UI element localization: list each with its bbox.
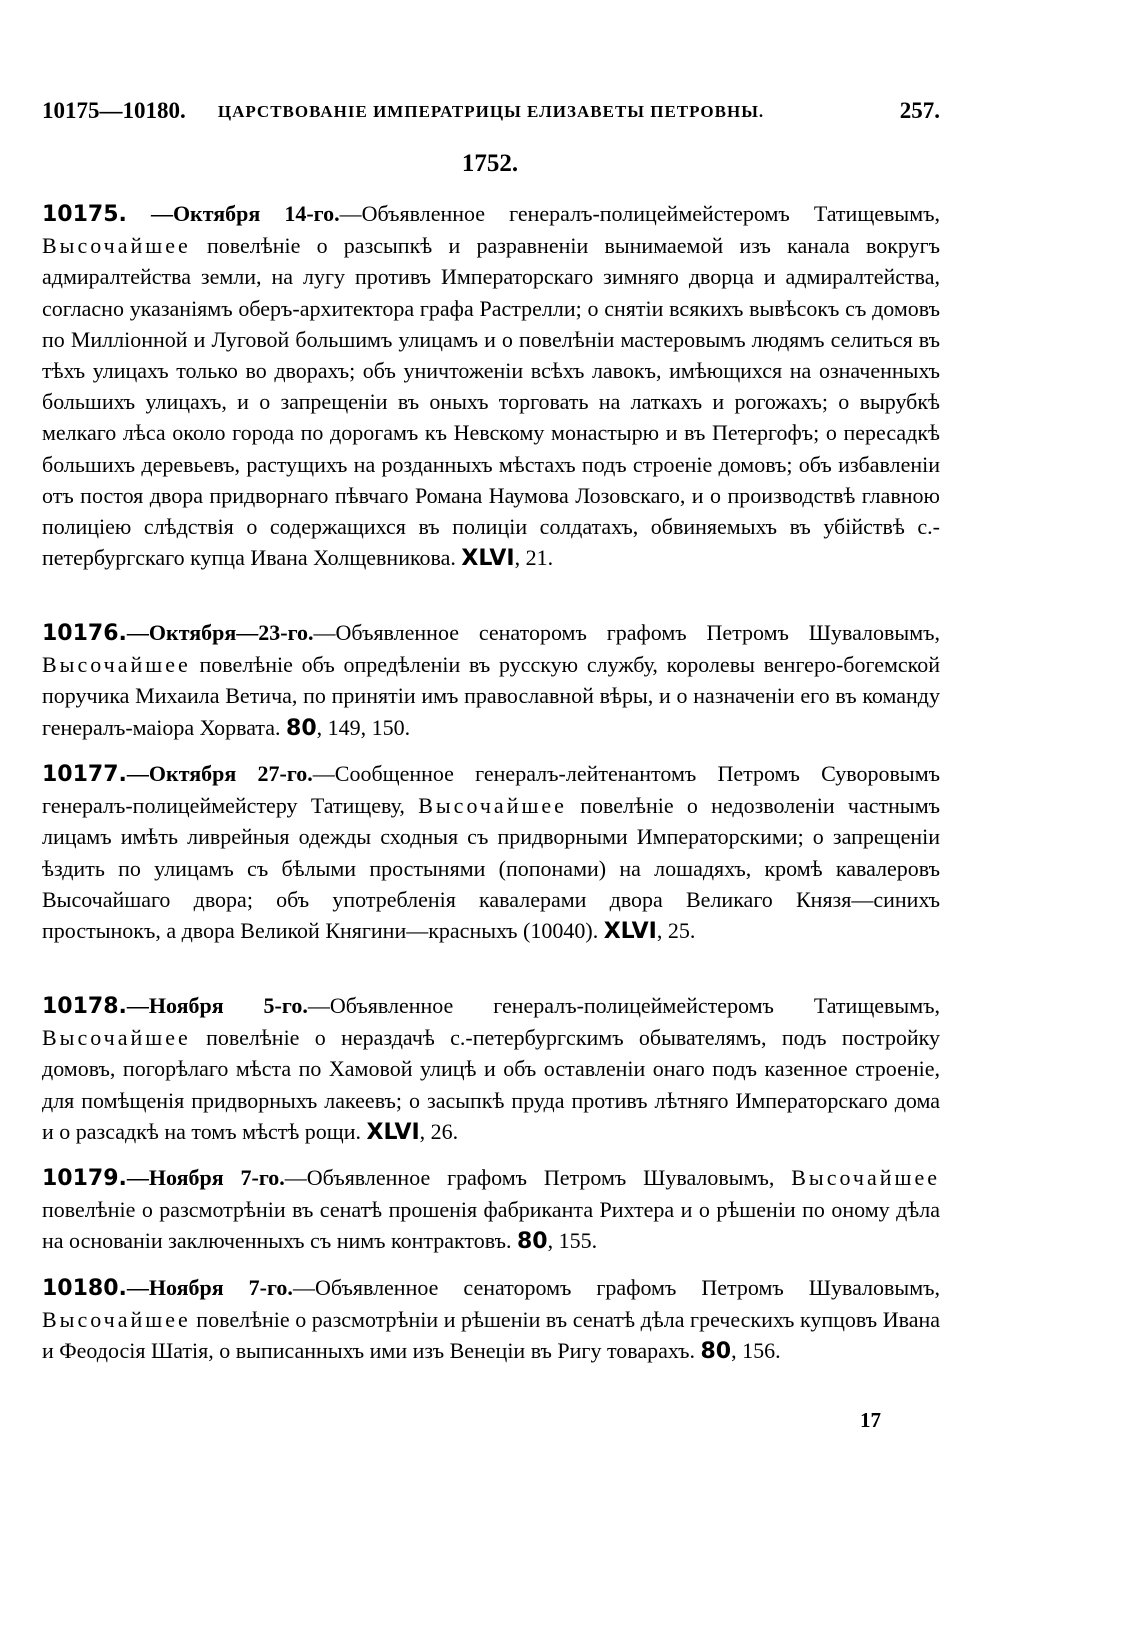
entry-text-a: —Объявленное сенаторомъ графомъ Петромъ Шуваловымъ, xyxy=(292,1275,940,1300)
entry-pages: , 156. xyxy=(731,1338,781,1364)
entry-vysochaishee: Высочайшее xyxy=(418,793,567,819)
entry-vysochaishee: Высочайшее xyxy=(791,1165,940,1190)
entry-vysochaishee: Высочайшее xyxy=(42,233,191,259)
entry-date: —Ноября 7-го. xyxy=(126,1275,293,1300)
entry-text-b: повелѣніе о недозволеніи частнымъ лицамъ имѣть ливрейныя одежды сходныя съ придворными Императорскими; о запрещеніи ѣздить по улицамъ съ бѣлыми простынями (попонами) на лошадяхъ, кромѣ кавалеровъ Высочайшаго двора; объ употребленія кавалерами двора Великаго Князя—синихъ простынокъ, а двора Великой Княгини—красныхъ (10040). xyxy=(42,793,940,944)
entry-number: 10180. xyxy=(42,1276,127,1301)
entry-pages: , 25. xyxy=(656,918,696,944)
entry-text-b: повелѣніе объ опредѣленіи въ русскую службу, королевы венгеро-богемской поручика Михаила Ветича, по принятіи имъ православной вѣры, и о назначеніи его въ команду генералъ-маіора Хорвата. xyxy=(42,652,940,740)
entry-10177 xyxy=(42,758,940,947)
entry-text-a: —Объявленное сенаторомъ графомъ Петромъ Шуваловымъ, xyxy=(313,620,940,645)
entry-10175 xyxy=(42,198,940,574)
entry-10178 xyxy=(42,990,940,1148)
entry-pages: , 149, 150. xyxy=(316,714,411,740)
entry-range: 10175—10180. xyxy=(42,98,186,123)
entry-date: —Ноября 5-го. xyxy=(126,993,308,1018)
entry-date: —Ноября 7-го. xyxy=(126,1165,285,1190)
entry-text-b: повелѣніе о нераздачѣ с.-петербургскимъ обывателямъ, подъ постройку домовъ, погорѣлаго мѣста по Хамовой улицѣ и объ оставленіи онаго подъ казенное строеніе, для помѣщенія придворныхъ лакеевъ; о засыпкѣ пруда противъ лѣтняго Императорскаго дома и о разсадкѣ на томъ мѣстѣ рощи. xyxy=(42,1025,940,1144)
running-header xyxy=(42,96,940,136)
signature-mark: 17 xyxy=(860,1408,881,1432)
entry-date: —Октября 14-го. xyxy=(126,201,340,226)
entry-text-b: повелѣніе о разсыпкѣ и разравненіи вынимаемой изъ канала вокругъ адмиралтейства земли, на лугу противъ Императорскаго зимняго дворца и адмиралтейства, согласно указаніямъ оберъ-архитектора графа Растрелли; о снятіи всякихъ вывѣсокъ съ домовъ по Милліонной и Луговой большимъ улицамъ и о повелѣніи мастеровымъ людямъ селиться въ тѣхъ улицахъ только во дворахъ; объ уничтоженіи всѣхъ лавокъ, имѣющихся на означенныхъ большихъ улицахъ, и о запрещеніи въ оныхъ торговать на латкахъ и рогожахъ; о вырубкѣ мелкаго лѣса около города по дорогамъ къ Невскому монастырю и въ Петергофъ; о пересадкѣ большихъ деревьевъ, растущихъ на розданныхъ мѣстахъ подъ строеніе домовъ; объ избавленіи отъ постоя двора придворнаго пѣвчаго Романа Наумова Лозовскаго, и о производствѣ главною полиціею слѣдствія о содержащихся въ полиціи солдатахъ, обвиняемыхъ въ убійствѣ с.-петербургскаго купца Ивана Холщевникова. xyxy=(42,233,940,571)
year-heading: 1752. xyxy=(461,150,519,177)
page-number: 257. xyxy=(899,98,940,123)
entry-pages: , 155. xyxy=(547,1228,598,1254)
entry-pages: , 21. xyxy=(514,545,554,571)
entry-volume: XLVI xyxy=(366,1119,420,1145)
entry-text-a: —Объявленное графомъ Петромъ Шуваловымъ, xyxy=(284,1165,792,1190)
entry-date: —Октября 27-го. xyxy=(126,761,313,786)
entry-text-b: повелѣніе о разсмотрѣніи и рѣшеніи въ сенатѣ дѣла греческихъ купцовъ Ивана и Феодосія Шатія, о выписанныхъ ими изъ Венеціи въ Ригу товарахъ. xyxy=(42,1307,940,1364)
entry-10176 xyxy=(42,617,940,744)
running-title: ЦАРСТВОВАНІЕ ИМПЕРАТРИЦЫ ЕЛИЗАВЕТЫ ПЕТРОВНЫ. xyxy=(217,102,765,121)
entry-vysochaishee: Высочайшее xyxy=(42,1025,191,1051)
entry-number: 10176. xyxy=(42,621,127,646)
entry-number: 10179. xyxy=(42,1166,127,1191)
entry-text-a: —Сообщенное генералъ-лейтенантомъ Петромъ Суворовымъ генералъ-полицеймейстеру Татищеву, xyxy=(42,761,940,819)
entry-number: 10178. xyxy=(42,994,127,1019)
entry-vysochaishee: Высочайшее xyxy=(42,652,191,678)
entry-vysochaishee: Высочайшее xyxy=(42,1307,191,1333)
entry-volume: 80 xyxy=(286,715,317,741)
entry-10179 xyxy=(42,1162,940,1258)
entry-pages: , 26. xyxy=(419,1118,459,1144)
entry-volume: XLVI xyxy=(603,919,657,945)
entry-number: 10177. xyxy=(42,762,127,787)
entry-text-a: —Объявленное генералъ-полицеймейстеромъ Татищевымъ, xyxy=(339,201,940,226)
entry-number: 10175. xyxy=(42,202,127,227)
entry-volume: 80 xyxy=(516,1229,548,1255)
entry-text-a: —Объявленное генералъ-полицеймейстеромъ Татищевымъ, xyxy=(307,993,940,1018)
entry-10180 xyxy=(42,1272,940,1368)
entry-date: —Октября—23-го. xyxy=(126,620,314,645)
entry-volume: XLVI xyxy=(461,546,515,572)
entry-volume: 80 xyxy=(700,1339,732,1365)
entry-text-b: повелѣніе о разсмотрѣніи въ сенатѣ прошенія фабриканта Рихтера и о рѣшеніи по оному дѣла на основаніи заключенныхъ съ нимъ контрактовъ. xyxy=(42,1197,940,1254)
